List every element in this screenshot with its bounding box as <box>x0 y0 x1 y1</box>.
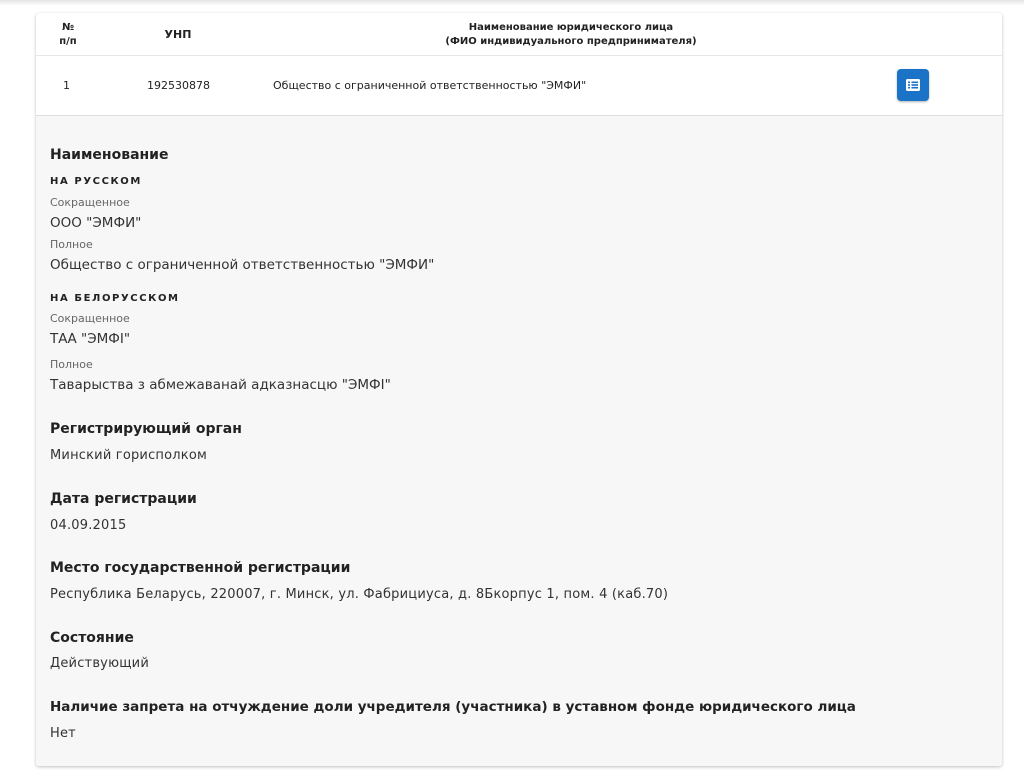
column-header-number-line1: № <box>61 22 75 33</box>
registering-body-value: Минский горисполком <box>50 448 208 463</box>
belarusian-full-label: Полное <box>50 358 93 371</box>
belarusian-heading: НА БЕЛОРУССКОМ <box>50 293 180 304</box>
russian-full-value: Общество с ограниченной ответственностью "ЭМФИ" <box>50 257 435 273</box>
row-unp: 192530878 <box>147 79 210 92</box>
alienation-ban-title: Наличие запрета на отчуждение доли учредителя (участника) в уставном фонде юридического лица <box>50 699 856 715</box>
alienation-ban-value: Нет <box>50 726 76 741</box>
registration-place-value: Республика Беларусь, 220007, г. Минск, ул. Фабрициуса, д. 8Бкорпус 1, пом. 4 (каб.70) <box>50 587 669 602</box>
registration-date-title: Дата регистрации <box>50 491 197 507</box>
column-header-number-line2: п/п <box>59 36 77 47</box>
status-value: Действующий <box>50 656 149 671</box>
column-header-name <box>336 21 806 49</box>
row-name: Общество с ограниченной ответственностью "ЭМФИ" <box>273 79 587 92</box>
registration-place-title: Место государственной регистрации <box>50 560 351 576</box>
details-panel <box>36 116 1002 766</box>
russian-full-label: Полное <box>50 238 93 251</box>
belarusian-short-value: ТАА "ЭМФІ" <box>50 331 131 347</box>
row-number: 1 <box>63 79 70 92</box>
name-section-title: Наименование <box>50 147 169 163</box>
column-header-number <box>50 21 86 49</box>
column-header-name-line1: Наименование юридического лица <box>468 22 674 33</box>
belarusian-short-label: Сокращенное <box>50 312 130 325</box>
column-header-name-line2: (ФИО индивидуального предпринимателя) <box>445 36 697 47</box>
column-header-unp: УНП <box>164 28 192 41</box>
status-title: Состояние <box>50 630 134 646</box>
registration-date-value: 04.09.2015 <box>50 518 127 533</box>
belarusian-full-value: Таварыства з абмежаванай адказнасцю "ЭМФІ" <box>50 377 391 393</box>
russian-short-value: ООО "ЭМФИ" <box>50 215 142 231</box>
russian-short-label: Сокращенное <box>50 196 130 209</box>
top-shadow <box>0 0 1024 6</box>
table-row[interactable] <box>36 56 1002 116</box>
details-button[interactable] <box>897 69 929 101</box>
registering-body-title: Регистрирующий орган <box>50 421 242 437</box>
list-icon <box>905 77 921 93</box>
table-header <box>36 13 1002 56</box>
russian-heading: НА РУССКОМ <box>50 176 142 187</box>
results-card <box>36 13 1002 766</box>
